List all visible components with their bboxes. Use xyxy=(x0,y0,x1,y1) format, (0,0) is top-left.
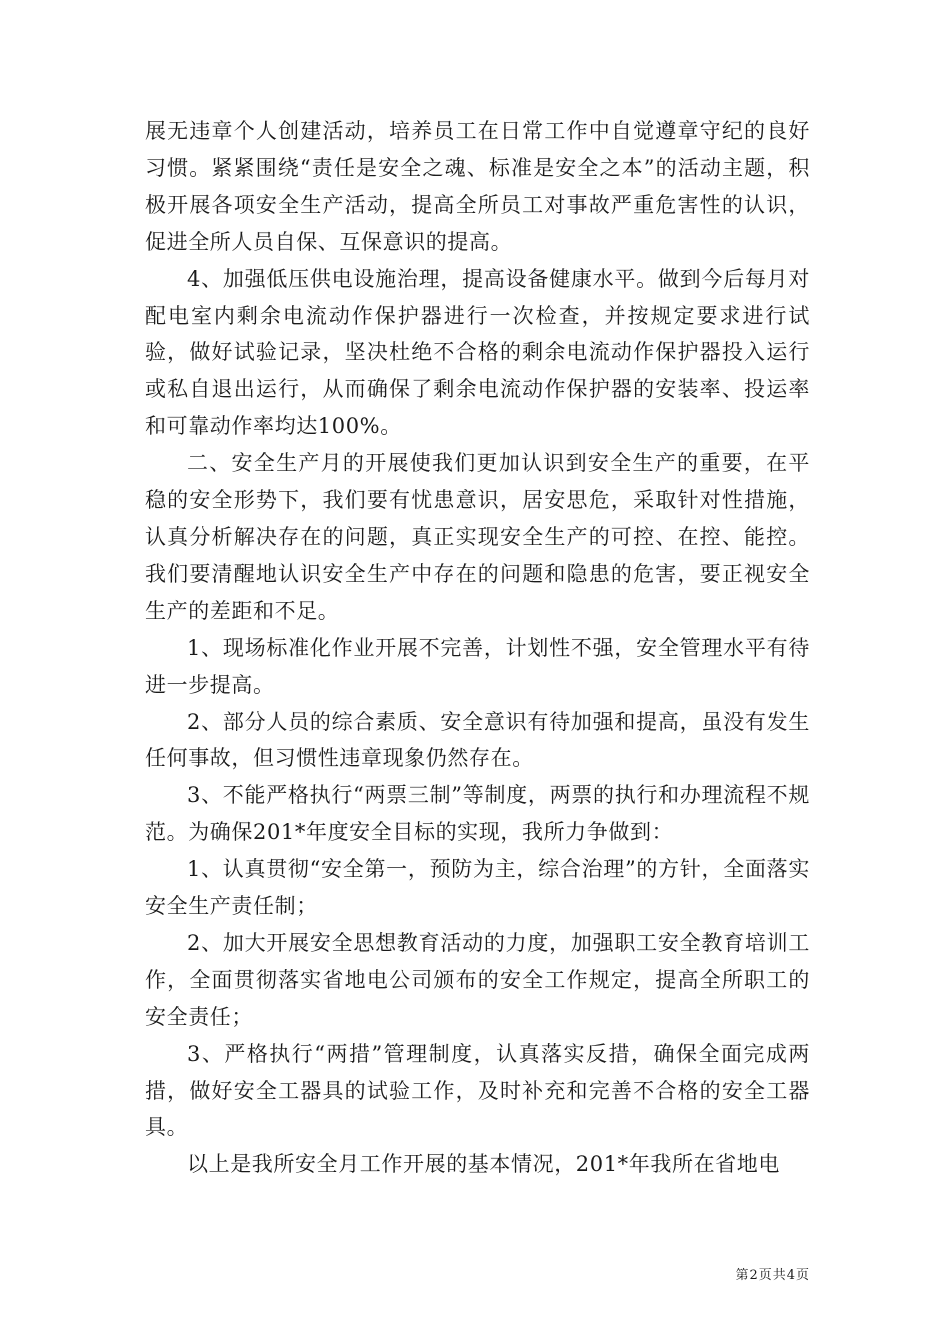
document-body xyxy=(145,113,810,1183)
paragraph-10: 以上是我所安全月工作开展的基本情况，201*年我所在省地电 xyxy=(187,1152,780,1177)
paragraph-3: 二、安全生产月的开展使我们更加认识到安全生产的重要，在平稳的安全形势下，我们要有忧患意识，居安思危，采取针对性措施，认真分析解决存在的问题，真正实现安全生产的可控、在控、能控。我们要清醒地认识安全生产中存在的问题和隐患的危害，要正视安全生产的差距和不足。 xyxy=(145,451,810,623)
paragraph-9: 3、严格执行“两措”管理制度，认真落实反措，确保全面完成两措，做好安全工器具的试验工作，及时补充和完善不合格的安全工器具。 xyxy=(145,1041,810,1140)
paragraph-8: 2、加大开展安全思想教育活动的力度，加强职工安全教育培训工作，全面贯彻落实省地电公司颁布的安全工作规定，提高全所职工的安全责任； xyxy=(145,930,810,1029)
paragraph-6: 3、不能严格执行“两票三制”等制度，两票的执行和办理流程不规范。为确保201*年度安全目标的实现，我所力争做到： xyxy=(145,783,810,845)
paragraph-1: 展无违章个人创建活动，培养员工在日常工作中自觉遵章守纪的良好习惯。紧紧围绕“责任是安全之魂、标准是安全之本”的活动主题，积极开展各项安全生产活动，提高全所员工对事故严重危害性的认识，促进全所人员自保、互保意识的提高。 xyxy=(145,119,810,254)
paragraph-7: 1、认真贯彻“安全第一，预防为主，综合治理”的方针，全面落实安全生产责任制； xyxy=(145,857,810,919)
paragraph-4: 1、现场标准化作业开展不完善，计划性不强，安全管理水平有待进一步提高。 xyxy=(145,635,810,697)
paragraph-5: 2、部分人员的综合素质、安全意识有待加强和提高，虽没有发生任何事故，但习惯性违章现象仍然存在。 xyxy=(145,709,810,771)
page-number-footer: 第2页共4页 xyxy=(735,1268,810,1283)
paragraph-2: 4、加强低压供电设施治理，提高设备健康水平。做到今后每月对配电室内剩余电流动作保护器进行一次检查，并按规定要求进行试验，做好试验记录，坚决杜绝不合格的剩余电流动作保护器投入运行或私自退出运行，从而确保了剩余电流动作保护器的安装率、投运率和可靠动作率均达100%。 xyxy=(145,266,810,439)
